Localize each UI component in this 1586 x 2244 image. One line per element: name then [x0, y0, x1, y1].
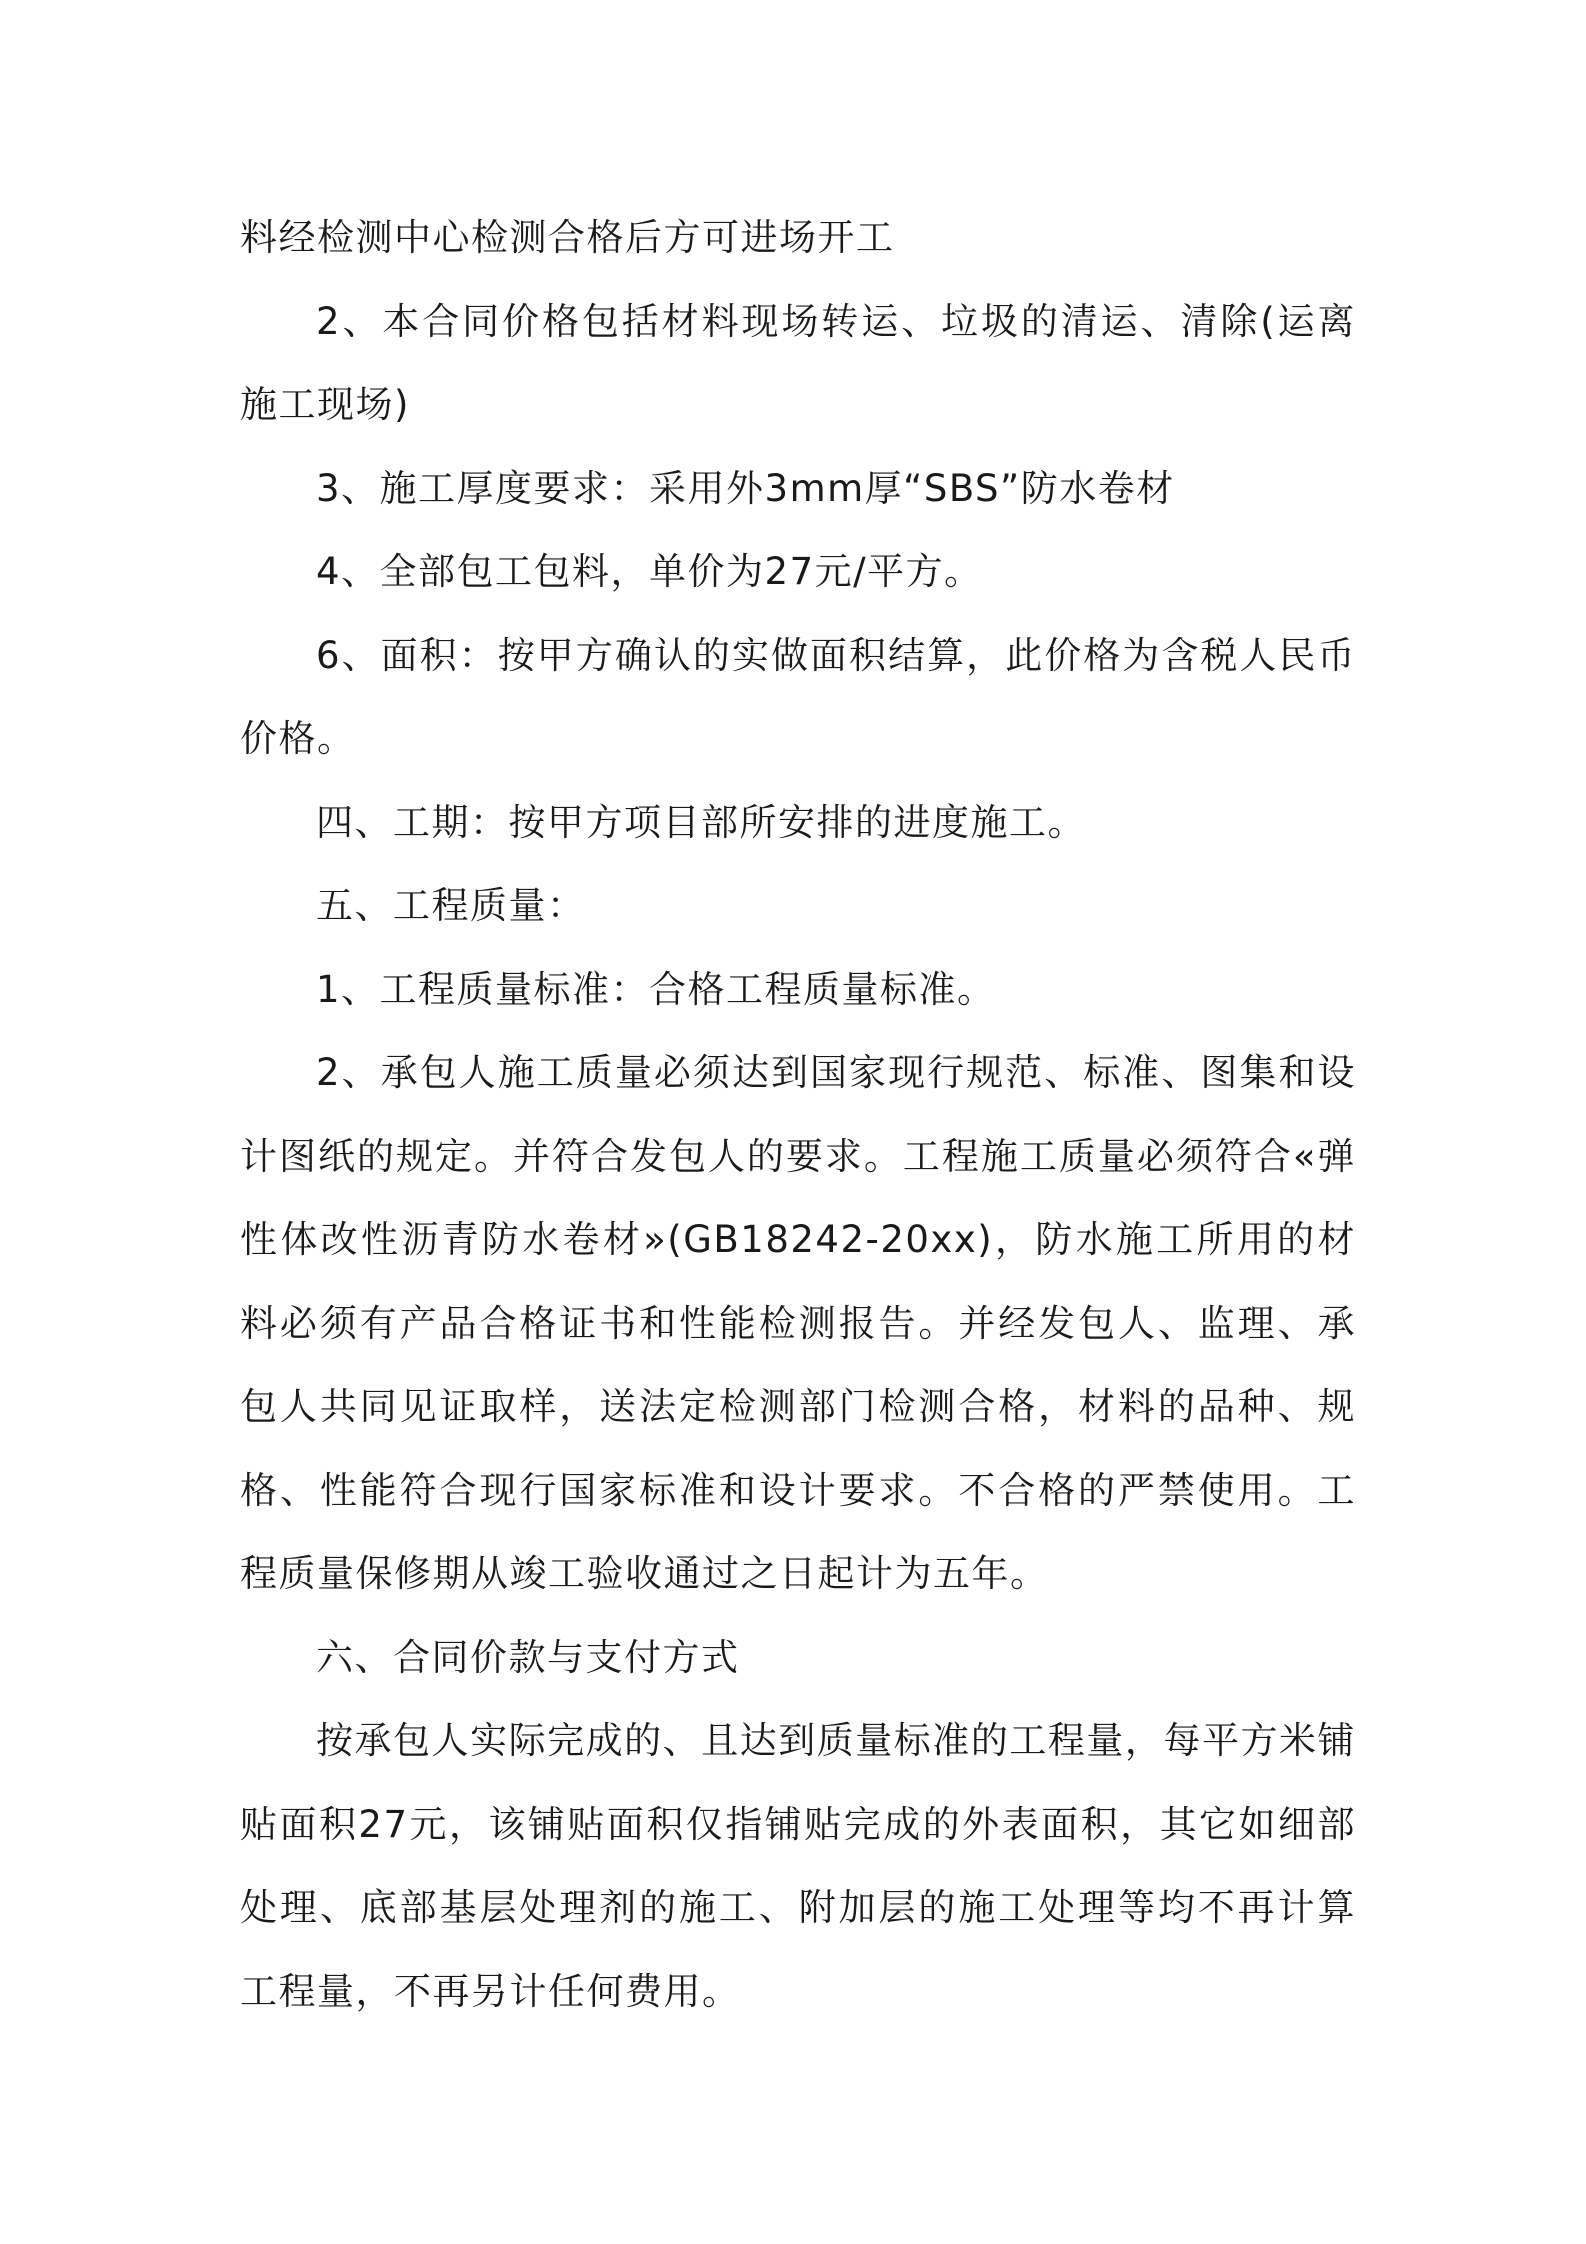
paragraph-payment-terms: 按承包人实际完成的、且达到质量标准的工程量，每平方米铺贴面积27元，该铺贴面积仅指铺贴完成的外表面积，其它如细部处理、底部基层处理剂的施工、附加层的施工处理等均不再计算工程量，不再另计任何费用。: [240, 1719, 1356, 2013]
heading-payment: 六、合同价款与支付方式: [316, 1635, 740, 1679]
paragraph-area: 6、面积：按甲方确认的实做面积结算，此价格为含税人民币价格。: [240, 633, 1356, 760]
paragraph-price-scope: 2、本合同价格包括材料现场转运、垃圾的清运、清除(运离施工现场): [240, 299, 1356, 426]
paragraph-continuation: 料经检测中心检测合格后方可进场开工: [240, 216, 895, 259]
paragraph-thickness: 3、施工厚度要求：采用外3mm厚“SBS”防水卷材: [316, 466, 1175, 510]
paragraph-quality-requirements: 2、承包人施工质量必须达到国家现行规范、标准、图集和设计图纸的规定。并符合发包人的要求。工程施工质量必须符合«弹性体改性沥青防水卷材»(GB18242-20xx)，防水施工所用的材料必须有产品合格证书和性能检测报告。并经发包人、监理、承包人共同见证取样，送法定检测部门检测合格，材料的品种、规格、性能符合现行国家标准和设计要求。不合格的严禁使用。工程质量保修期从竣工验收通过之日起计为五年。: [240, 1051, 1356, 1595]
document-page: [240, 196, 1356, 2033]
heading-quality: 五、工程质量：: [316, 884, 586, 927]
paragraph-unit-price: 4、全部包工包料，单价为27元/平方。: [316, 550, 983, 593]
heading-schedule: 四、工期：按甲方项目部所安排的进度施工。: [316, 800, 1086, 844]
paragraph-quality-standard: 1、工程质量标准：合格工程质量标准。: [316, 967, 996, 1011]
